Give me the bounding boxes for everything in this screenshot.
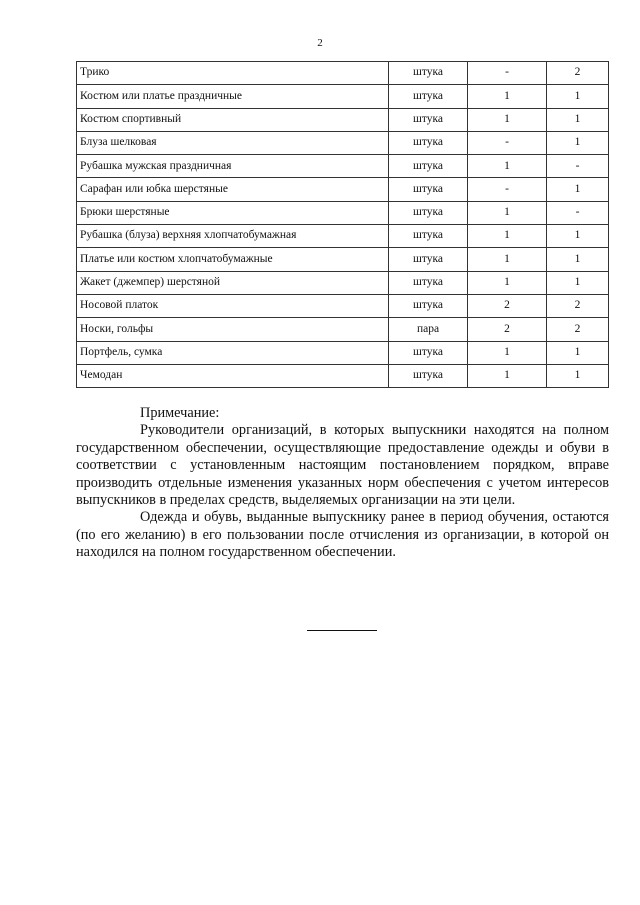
quantity-a-cell: - [468, 178, 547, 201]
table-row [77, 225, 609, 248]
unit-cell: штука [389, 294, 468, 317]
note-paragraph-2: Одежда и обувь, выданные выпускнику ранее в период обучения, остаются (по его желанию) в его пользовании после отчисления из организации, в которой он находился на полном государственном обеспечении. [76, 509, 609, 561]
quantity-a-cell: - [468, 62, 547, 85]
quantity-a-cell: 1 [468, 364, 547, 387]
item-name-cell: Чемодан [77, 364, 389, 387]
table-row [77, 178, 609, 201]
table-row [77, 248, 609, 271]
table-row [77, 294, 609, 317]
item-name-cell: Костюм спортивный [77, 108, 389, 131]
unit-cell: штука [389, 178, 468, 201]
item-name-cell: Трико [77, 62, 389, 85]
quantity-a-cell: - [468, 131, 547, 154]
item-name-cell: Сарафан или юбка шерстяные [77, 178, 389, 201]
quantity-b-cell: 1 [547, 271, 609, 294]
unit-cell: штука [389, 85, 468, 108]
quantity-b-cell: 1 [547, 225, 609, 248]
item-name-cell: Брюки шерстяные [77, 201, 389, 224]
norms-table [76, 61, 609, 388]
quantity-a-cell: 1 [468, 271, 547, 294]
quantity-b-cell: 2 [547, 318, 609, 341]
item-name-cell: Носовой платок [77, 294, 389, 317]
quantity-b-cell: 2 [547, 294, 609, 317]
quantity-a-cell: 1 [468, 155, 547, 178]
unit-cell: штука [389, 364, 468, 387]
quantity-b-cell: 1 [547, 108, 609, 131]
table-row [77, 108, 609, 131]
unit-cell: штука [389, 341, 468, 364]
item-name-cell: Портфель, сумка [77, 341, 389, 364]
note-title: Примечание: [140, 405, 220, 421]
unit-cell: штука [389, 201, 468, 224]
unit-cell: штука [389, 225, 468, 248]
table-row [77, 155, 609, 178]
table-row [77, 62, 609, 85]
table-row [77, 318, 609, 341]
item-name-cell: Костюм или платье праздничные [77, 85, 389, 108]
quantity-a-cell: 1 [468, 225, 547, 248]
item-name-cell: Рубашка мужская праздничная [77, 155, 389, 178]
quantity-b-cell: 2 [547, 62, 609, 85]
quantity-a-cell: 1 [468, 201, 547, 224]
quantity-b-cell: 1 [547, 131, 609, 154]
quantity-a-cell: 1 [468, 248, 547, 271]
table-row [77, 341, 609, 364]
quantity-b-cell: 1 [547, 85, 609, 108]
item-name-cell: Рубашка (блуза) верхняя хлопчатобумажная [77, 225, 389, 248]
quantity-a-cell: 2 [468, 294, 547, 317]
quantity-b-cell: - [547, 201, 609, 224]
page-number: 2 [317, 37, 323, 49]
note-paragraph-1: Руководители организаций, в которых выпускники находятся на полном государственном обеспечении, осуществляющие предоставление одежды и обуви в соответствии с установленным настоящим постановлением порядком, вправе производить отдельные изменения указанных норм обеспечения с учетом интересов выпускников в пределах средств, выделяемых организации на эти цели. [76, 422, 609, 509]
unit-cell: штука [389, 108, 468, 131]
note-section [76, 405, 609, 562]
item-name-cell: Жакет (джемпер) шерстяной [77, 271, 389, 294]
unit-cell: пара [389, 318, 468, 341]
table-row [77, 85, 609, 108]
table-row [77, 271, 609, 294]
item-name-cell: Блуза шелковая [77, 131, 389, 154]
quantity-a-cell: 1 [468, 85, 547, 108]
quantity-a-cell: 1 [468, 341, 547, 364]
quantity-b-cell: - [547, 155, 609, 178]
unit-cell: штука [389, 131, 468, 154]
unit-cell: штука [389, 248, 468, 271]
quantity-a-cell: 2 [468, 318, 547, 341]
unit-cell: штука [389, 271, 468, 294]
quantity-b-cell: 1 [547, 178, 609, 201]
norms-table-body [77, 62, 609, 388]
quantity-b-cell: 1 [547, 364, 609, 387]
quantity-b-cell: 1 [547, 248, 609, 271]
item-name-cell: Носки, гольфы [77, 318, 389, 341]
end-of-document-rule [307, 630, 377, 631]
table-row [77, 201, 609, 224]
unit-cell: штука [389, 62, 468, 85]
table-row [77, 364, 609, 387]
unit-cell: штука [389, 155, 468, 178]
item-name-cell: Платье или костюм хлопчатобумажные [77, 248, 389, 271]
table-row [77, 131, 609, 154]
quantity-b-cell: 1 [547, 341, 609, 364]
quantity-a-cell: 1 [468, 108, 547, 131]
